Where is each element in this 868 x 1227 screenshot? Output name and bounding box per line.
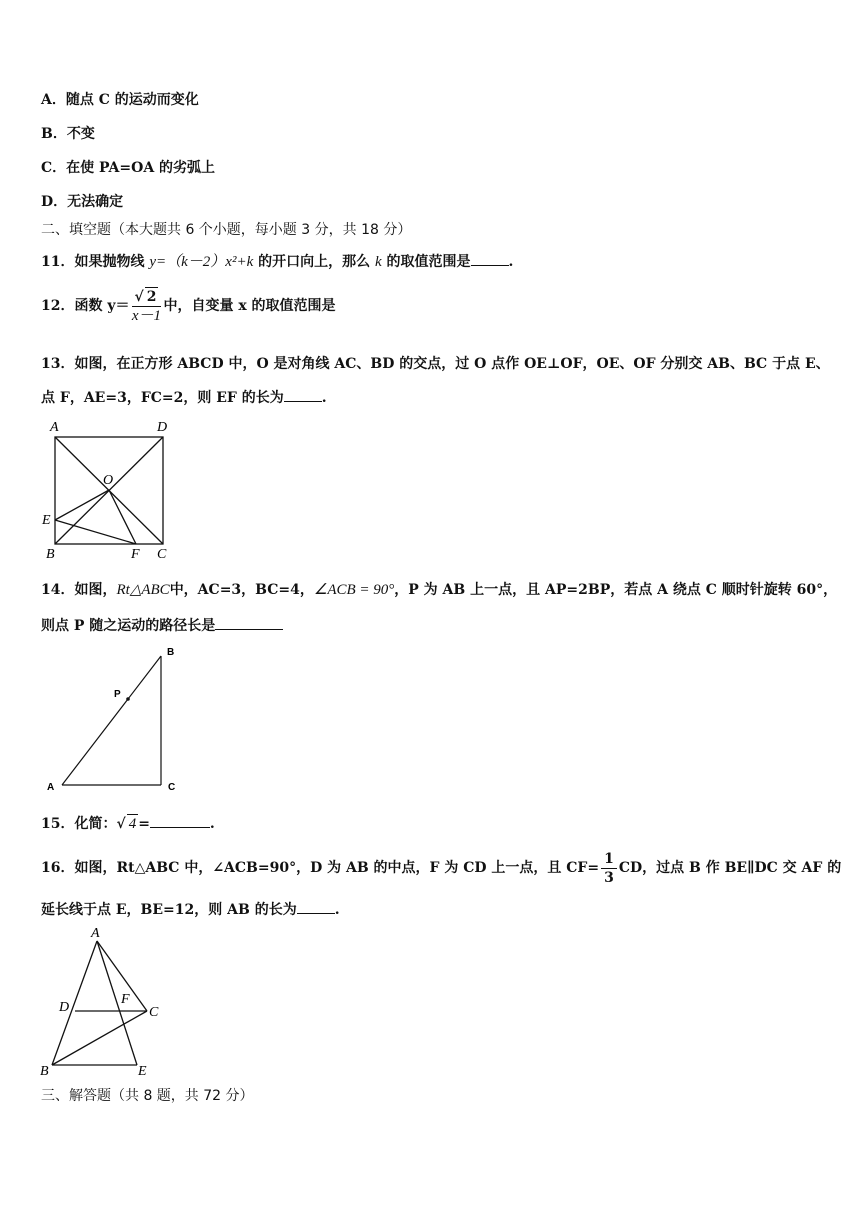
option-d: D．无法确定: [41, 194, 124, 210]
label-D: D: [157, 420, 168, 435]
q11-tail: 的取值范围是: [381, 254, 471, 270]
label-A: A: [50, 420, 59, 435]
label-E: E: [42, 513, 51, 528]
label-F: F: [121, 992, 130, 1007]
q12-denominator: x－1: [131, 308, 162, 324]
option-b: B．不变: [41, 126, 95, 142]
label-E: E: [138, 1064, 147, 1079]
label-B: B: [40, 1064, 49, 1079]
q11-prefix: 11．如果抛物线: [41, 254, 150, 270]
q14-triangle: Rt△ABC: [116, 582, 170, 598]
q16-line-1: 16．如图，Rt△ABC 中，∠ACB=90°，D 为 AB 的中点，F 为 CD 上一点，且 CF= $\frac{1}{3}$ CD，过点 B 作 BE∥DC 交 AF 的: [41, 850, 842, 886]
q16-line-2: 延长线于点 E，BE=12，则 AB 的长为 .: [41, 899, 340, 919]
label-F: F: [131, 547, 140, 562]
q13-line-2: 点 F，AE=3，FC=2，则 EF 的长为 .: [41, 387, 327, 407]
label-O: O: [103, 473, 114, 488]
option-c: C．在使 PA=OA 的劣弧上: [41, 160, 216, 176]
q14-line-1: 14．如图，Rt△ABC中，AC=3，BC=4，∠ACB = 90°，P 为 AB 上一点，且 AP=2BP，若点 A 绕点 C 顺时针旋转 60°，: [41, 582, 838, 598]
option-a: A．随点 C 的运动而变化: [41, 92, 199, 108]
q11-variable: k: [374, 254, 382, 270]
q12-prefix: 12．函数 y＝: [41, 298, 130, 314]
section-3-heading: 三、解答题（共 8 题，共 72 分）: [41, 1088, 254, 1104]
label-A: A: [91, 926, 100, 941]
label-B: B: [46, 547, 55, 562]
q14-line-2: 则点 P 随之运动的路径长是: [41, 615, 283, 635]
q11-expression: y=（k－2）x²+k: [149, 254, 254, 270]
label-A: A: [47, 782, 55, 793]
label-C: C: [157, 547, 167, 562]
q15-radical: √ 4: [116, 816, 137, 832]
label-C: C: [149, 1005, 159, 1020]
label-B: B: [167, 647, 175, 658]
label-C: C: [168, 782, 176, 793]
label-D: D: [59, 1000, 70, 1015]
q14-angle: ∠ACB = 90°: [313, 582, 395, 598]
label-P: P: [114, 689, 121, 700]
q13-line-1: 13．如图，在正方形 ABCD 中，O 是对角线 AC、BD 的交点，过 O 点作 OE⊥OF，OE、OF 分别交 AB、BC 于点 E、: [41, 356, 830, 372]
q16-fraction: $\frac{1}{3}$: [601, 850, 617, 887]
q12-numerator: √ 2: [132, 287, 162, 307]
section-2-heading: 二、填空题（本大题共 6 个小题，每小题 3 分，共 18 分）: [41, 222, 412, 238]
q11-end: .: [508, 254, 514, 270]
q11-middle: 的开口向上，那么: [253, 254, 375, 270]
q12-suffix: 中，自变量 x 的取值范围是: [163, 298, 336, 314]
question-15: 15．化简：√ 4 = .: [41, 813, 215, 833]
